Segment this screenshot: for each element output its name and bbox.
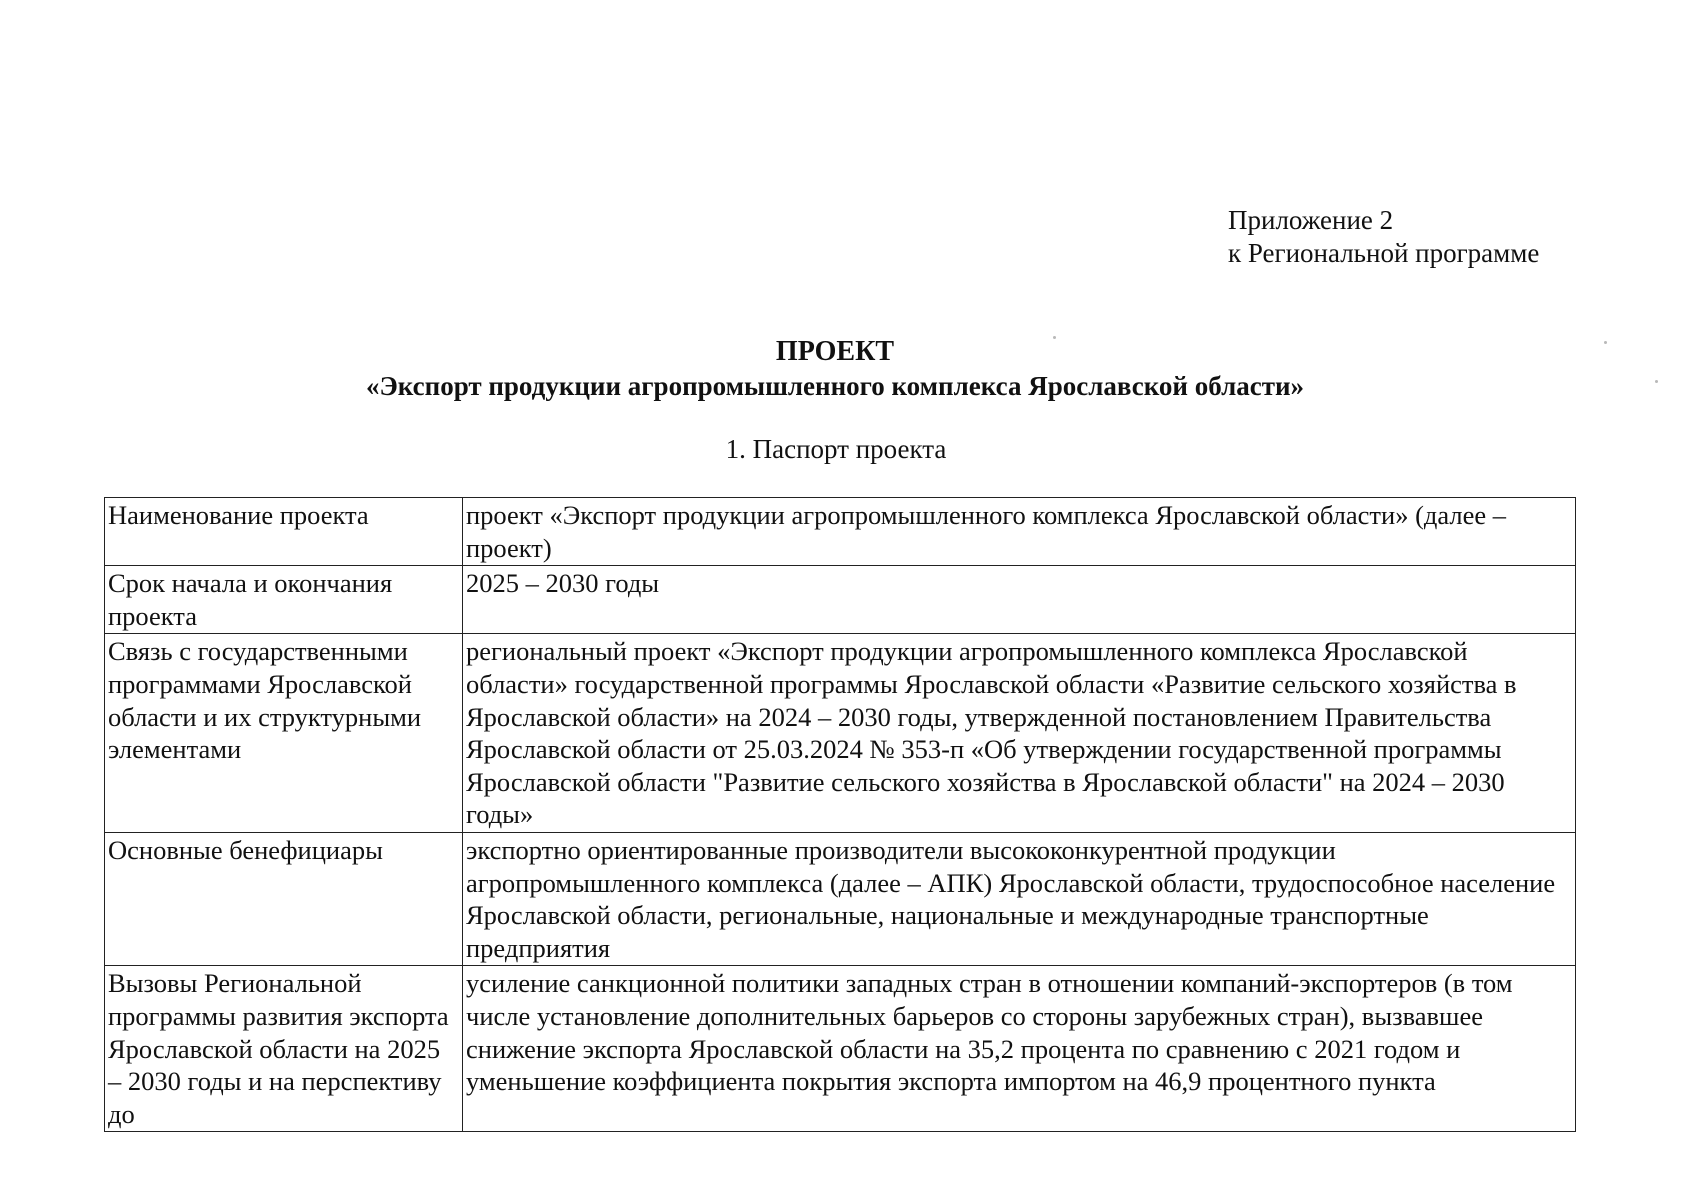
row-label: Основные бенефициары [105,832,463,965]
table-row [105,498,1576,566]
scan-speck [1604,341,1607,344]
row-value: 2025 – 2030 годы [463,566,1576,634]
row-value: проект «Экспорт продукции агропромышленного комплекса Ярославской области» (далее – проект) [463,498,1576,566]
table-row [105,832,1576,965]
row-value: усиление санкционной политики западных стран в отношении компаний-экспортеров (в том числе установление дополнительных барьеров со стороны зарубежных стран), вызвавшее снижение экспорта Ярославской области на 35,2 процента по сравнению с 2021 годом и уменьшение коэффициента покрытия экспорта импортом на 46,9 процентного пункта [463,966,1576,1132]
appendix-reference [1228,204,1539,270]
row-label: Наименование проекта [105,498,463,566]
scan-speck [1655,380,1658,383]
table-row [105,634,1576,833]
scan-speck [1053,336,1056,339]
appendix-program: к Региональной программе [1228,238,1540,268]
document-title: ПРОЕКТ [775,336,895,367]
row-value: региональный проект «Экспорт продукции агропромышленного комплекса Ярославской области» государственной программы Ярославской области «Развитие сельского хозяйства в Ярославской области» на 2024 – 2030 годы, утвержденной постановлением Правительства Ярославской области от 25.03.2024 № 353-п «Об утверждении государственной программы Ярославской области "Развитие сельского хозяйства в Ярославской области" на 2024 – 2030 годы» [463,634,1576,833]
section-title: 1. Паспорт проекта [725,434,947,464]
table-row [105,966,1576,1132]
row-label: Срок начала и окончания проекта [105,566,463,634]
table-row [105,566,1576,634]
document-subtitle: «Экспорт продукции агропромышленного комплекса Ярославской области» [365,371,1305,401]
row-value: экспортно ориентированные производители высококонкурентной продукции агропромышленного комплекса (далее – АПК) Ярославской области, трудоспособное население Ярославской области, региональные, национальные и международные транспортные предприятия [463,832,1576,965]
row-label: Вызовы Региональной программы развития экспорта Ярославской области на 2025 – 2030 годы и на перспективу до [105,966,463,1132]
appendix-number: Приложение 2 [1228,205,1394,235]
row-label: Связь с государственными программами Ярославской области и их структурными элементами [105,634,463,833]
document-heading [0,336,1670,403]
project-passport-table [104,497,1576,1132]
